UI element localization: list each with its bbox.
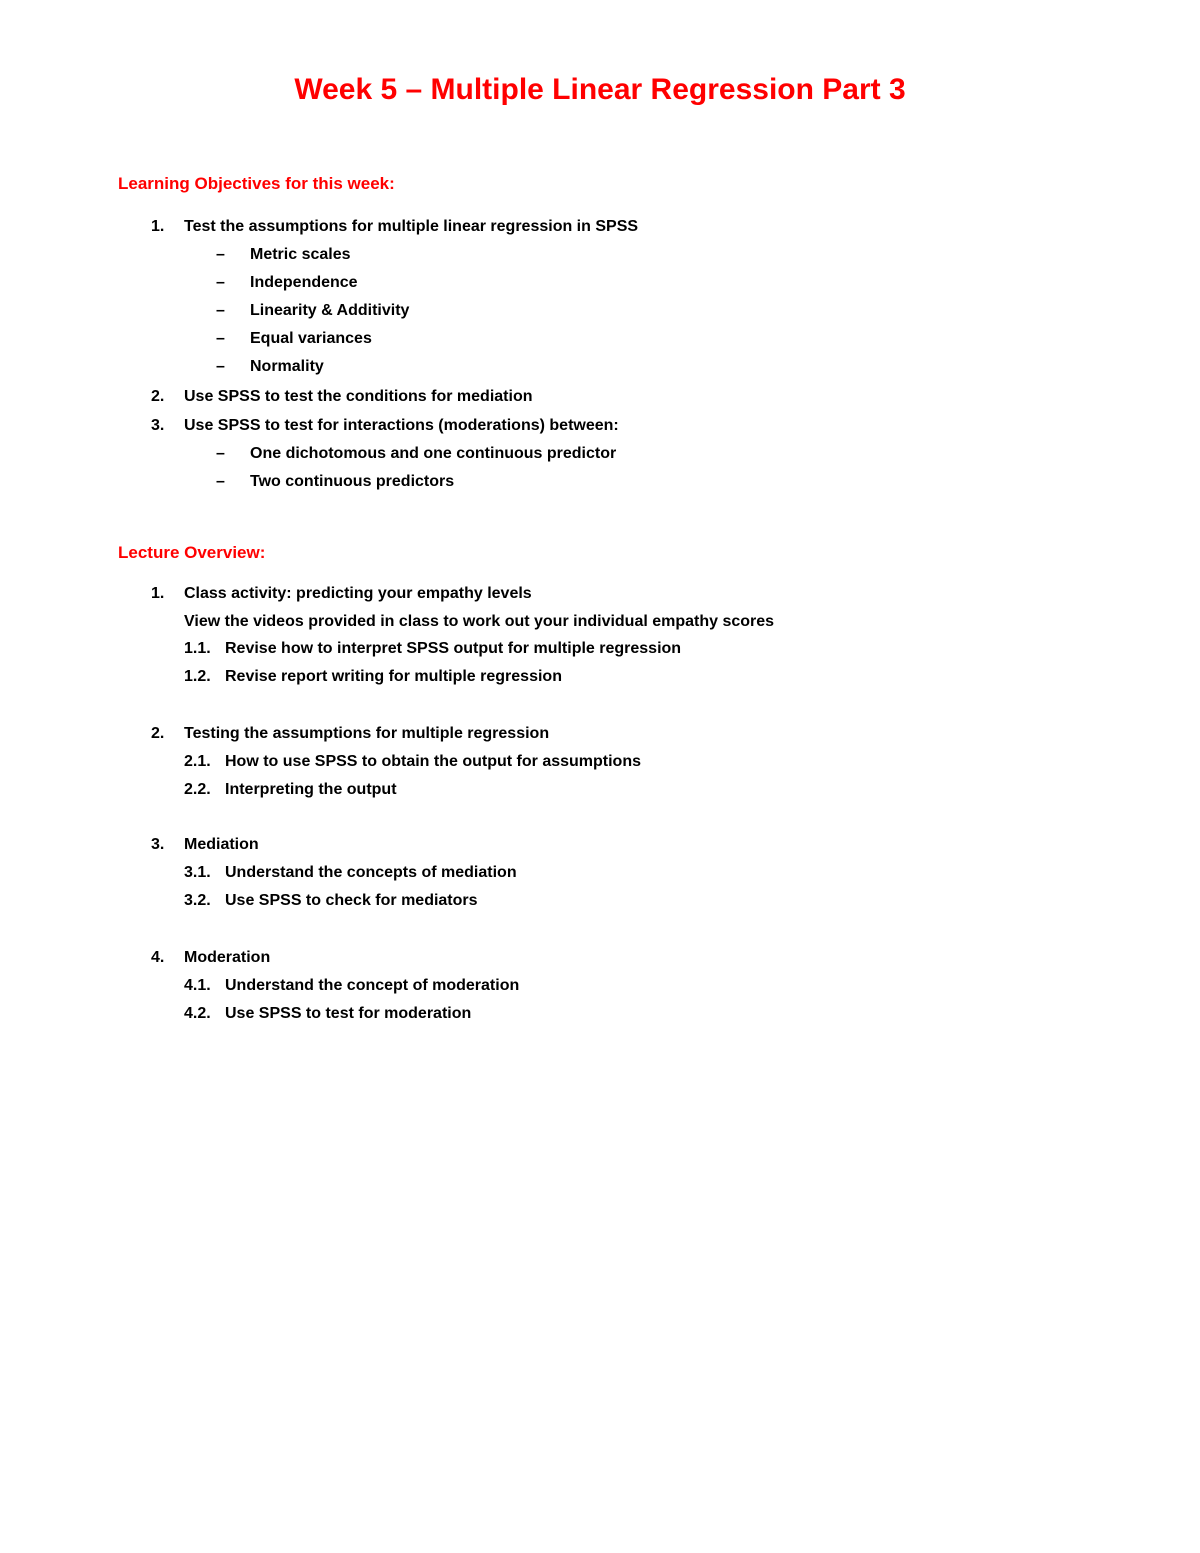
objective-subitem-text: Two continuous predictors <box>250 473 455 490</box>
overview-subitem-number: 4.2. <box>184 1005 211 1022</box>
page-title: Week 5 – Multiple Linear Regression Part 3 <box>294 73 906 106</box>
objective-text: Use SPSS to test for interactions (moderations) between: <box>184 417 619 434</box>
overview-subitem-text: Understand the concepts of mediation <box>225 864 517 881</box>
overview-subitem-number: 1.1. <box>184 640 211 657</box>
overview-subitem-number: 1.2. <box>184 668 211 685</box>
overview-subitem-number: 3.1. <box>184 864 211 881</box>
overview-number: 1. <box>151 585 165 602</box>
objective-text: Test the assumptions for multiple linear regression in SPSS <box>184 218 639 235</box>
objective-subitem-text: Linearity & Additivity <box>250 302 410 319</box>
objective-subitem-bullet: – <box>216 246 225 263</box>
objective-subitem-bullet: – <box>216 473 225 490</box>
objective-text: Use SPSS to test the conditions for mediation <box>184 388 533 405</box>
overview-text: Moderation <box>184 949 271 966</box>
overview-subitem-text: Revise how to interpret SPSS output for multiple regression <box>225 640 682 657</box>
overview-subitem-number: 2.1. <box>184 753 211 770</box>
objective-subitem-bullet: – <box>216 330 225 347</box>
overview-subitem-text: Understand the concept of moderation <box>225 977 520 994</box>
overview-subitem-text: How to use SPSS to obtain the output for assumptions <box>225 753 641 770</box>
overview-text: Class activity: predicting your empathy levels <box>184 585 532 602</box>
overview-number: 2. <box>151 725 165 742</box>
overview-number: 3. <box>151 836 165 853</box>
overview-number: 4. <box>151 949 165 966</box>
objective-number: 3. <box>151 417 165 434</box>
overview-subitem-text: Interpreting the output <box>225 781 397 798</box>
objective-number: 1. <box>151 218 165 235</box>
objective-subitem-text: Metric scales <box>250 246 351 263</box>
objective-number: 2. <box>151 388 165 405</box>
overview-text: Mediation <box>184 836 259 853</box>
objective-subitem-bullet: – <box>216 358 225 375</box>
overview-subitem-text: Use SPSS to test for moderation <box>225 1005 472 1022</box>
overview-subitem-number: 4.1. <box>184 977 211 994</box>
objective-subitem-text: Normality <box>250 358 324 375</box>
lecture-overview-heading: Lecture Overview: <box>118 543 266 562</box>
objective-subitem-text: Independence <box>250 274 358 291</box>
overview-text: Testing the assumptions for multiple regression <box>184 725 550 742</box>
overview-note: View the videos provided in class to work out your individual empathy scores <box>184 613 775 630</box>
objective-subitem-text: Equal variances <box>250 330 372 347</box>
overview-subitem-text: Use SPSS to check for mediators <box>225 892 478 909</box>
objective-subitem-bullet: – <box>216 302 225 319</box>
learning-objectives-heading: Learning Objectives for this week: <box>118 174 395 193</box>
overview-subitem-number: 2.2. <box>184 781 211 798</box>
objective-subitem-bullet: – <box>216 445 225 462</box>
overview-subitem-text: Revise report writing for multiple regression <box>225 668 562 685</box>
objective-subitem-text: One dichotomous and one continuous predictor <box>250 445 617 462</box>
objective-subitem-bullet: – <box>216 274 225 291</box>
overview-subitem-number: 3.2. <box>184 892 211 909</box>
